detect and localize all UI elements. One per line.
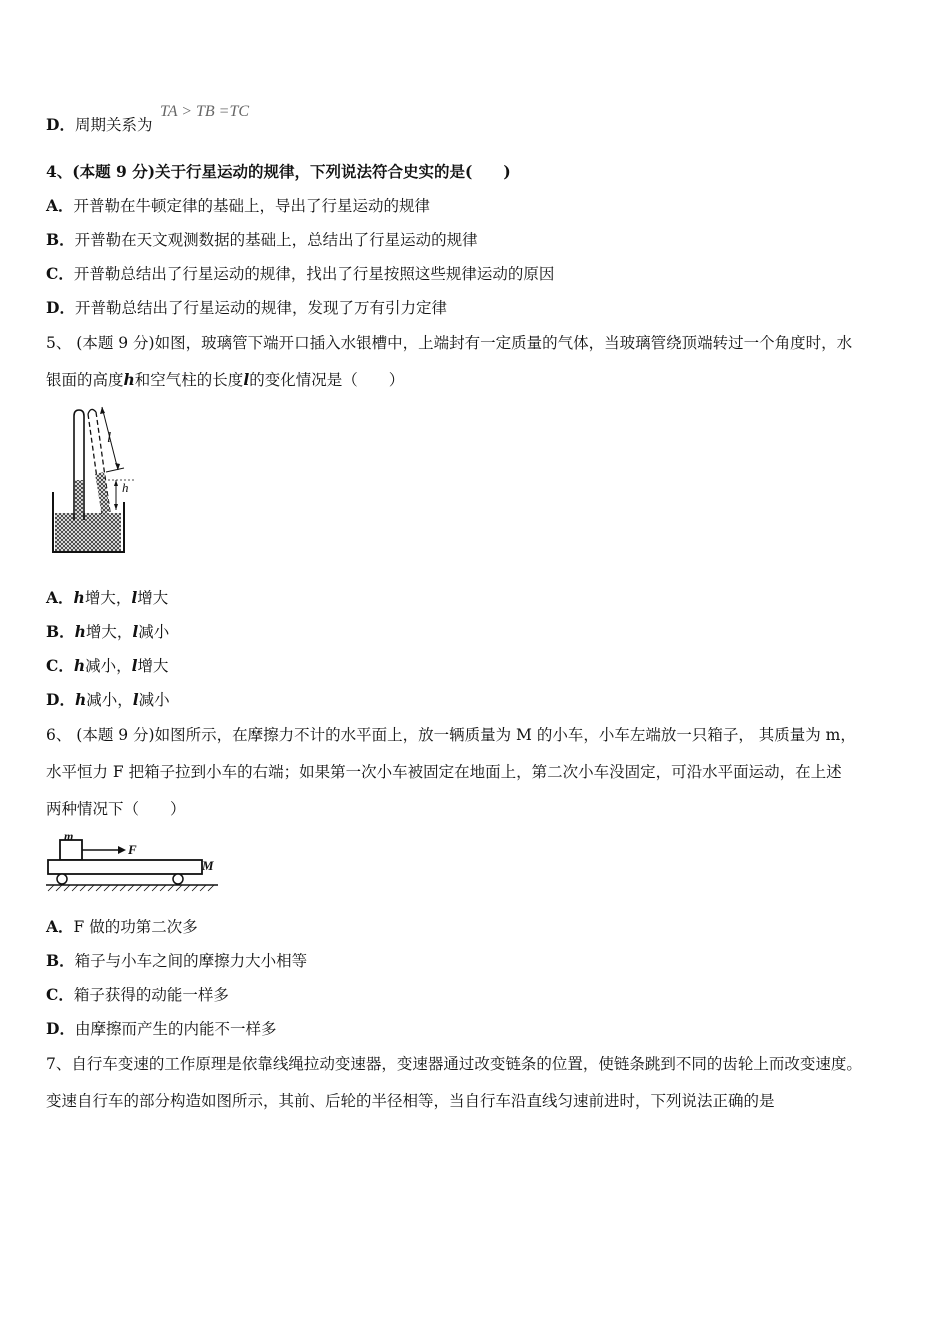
option-label: D． [46, 1019, 75, 1038]
q5-option-d [46, 690, 170, 710]
var-l: l [132, 690, 139, 709]
var-h: h [73, 588, 85, 607]
option-text: 开普勒在牛顿定律的基础上，导出了行星运动的规律 [73, 197, 431, 215]
label-m: m [64, 829, 74, 843]
q4-stem: 4、(本题 9 分)关于行星运动的规律，下列说法符合史实的是( ) [46, 162, 511, 181]
var-l: l [131, 656, 138, 675]
box-m [60, 840, 82, 860]
var-l: l [131, 588, 138, 607]
option-text: 开普勒总结出了行星运动的规律，发现了万有引力定律 [74, 299, 447, 317]
option-text: F 做的功第二次多 [73, 918, 198, 936]
option-text: 开普勒总结出了行星运动的规律，找出了行星按照这些规律运动的原因 [73, 265, 555, 283]
q6-stem-line2: 水平恒力 F 把箱子拉到小车的右端；如果第一次小车被固定在地面上，第二次小车没固定，可沿水平面运动，在上述 [46, 763, 842, 781]
h-arrow-head [114, 480, 118, 486]
option-label: D． [46, 298, 75, 317]
option-text: 增大 [137, 657, 169, 675]
option-label: B． [46, 951, 75, 970]
tube-mercury [75, 480, 83, 520]
option-label: D． [46, 115, 75, 134]
label-M: M [202, 858, 214, 873]
option-label: C． [46, 985, 74, 1004]
option-text: 减小 [138, 623, 170, 641]
q3-option-d [46, 115, 152, 135]
label-h: h [122, 480, 129, 495]
option-text: 增大， [85, 623, 133, 641]
q6-option-a [46, 917, 198, 937]
option-text: 箱子与小车之间的摩擦力大小相等 [74, 952, 308, 970]
option-text: 减小， [85, 657, 132, 675]
q5-option-a [46, 588, 168, 608]
var-h: h [74, 622, 86, 641]
option-label: B． [46, 622, 75, 641]
option-label: A． [46, 917, 74, 936]
q5-option-c [46, 656, 169, 676]
period-formula: TA > TB =TC [160, 103, 250, 120]
option-text: 增大， [84, 589, 132, 607]
option-text: 开普勒在天文观测数据的基础上，总结出了行星运动的规律 [74, 231, 478, 249]
q6-stem-line1: 6、 (本题 9 分)如图所示，在摩擦力不计的水平面上，放一辆质量为 M 的小车，小车左端放一只箱子， 其质量为 m， [46, 726, 856, 744]
option-text: 增大 [137, 589, 169, 607]
option-text: 周期关系为 [74, 116, 153, 134]
stem-text: 银面的高度 [46, 371, 124, 389]
label-F: F [128, 842, 137, 857]
option-text: 减小 [138, 691, 170, 709]
l-tick [106, 468, 124, 472]
option-text: 箱子获得的动能一样多 [73, 986, 229, 1004]
l-arrow-head [100, 407, 105, 414]
q6-option-d [46, 1019, 276, 1039]
q4-option-b [46, 230, 478, 250]
wheel-left [57, 874, 67, 884]
force-arrow-head [118, 846, 126, 854]
wheel-right [173, 874, 183, 884]
q5-stem-line1: 5、 (本题 9 分)如图，玻璃管下端开口插入水银槽中，上端封有一定质量的气体，当玻璃管绕顶端转过一个角度时，水 [46, 334, 853, 352]
option-text: 由摩擦而产生的内能不一样多 [74, 1020, 277, 1038]
stem-text: 和空气柱的长度 [134, 371, 244, 389]
q4-option-c [46, 264, 554, 284]
q6-stem-line3: 两种情况下（ ） [46, 800, 186, 818]
var-h: h [74, 690, 87, 709]
cart-body [48, 860, 202, 874]
q6-option-c [46, 985, 229, 1005]
label-l: l [107, 430, 112, 446]
h-arrow-tail [114, 504, 118, 510]
ground-hatch [48, 885, 214, 891]
option-label: A． [46, 196, 74, 215]
option-label: B． [46, 230, 75, 249]
var-l: l [132, 622, 139, 641]
option-label: A． [46, 588, 74, 607]
mercury-trough [55, 513, 121, 551]
q7-stem-line2: 变速自行车的部分构造如图所示，其前、后轮的半径相等，当自行车沿直线匀速前进时，下列说法正确的是 [46, 1092, 775, 1110]
q5-stem-line2 [46, 370, 404, 390]
q4-option-a [46, 196, 430, 216]
cart-box-figure [44, 828, 224, 896]
option-text: 减小， [86, 691, 133, 709]
var-h: h [73, 656, 86, 675]
tilted-tube-top [88, 409, 96, 414]
q7-stem-line1: 7、自行车变速的工作原理是依靠线绳拉动变速器，变速器通过改变链条的位置，使链条跳到不同的齿轮上而改变速度。 [46, 1055, 862, 1073]
option-label: C． [46, 656, 74, 675]
q4-option-d [46, 298, 447, 318]
q6-option-b [46, 951, 307, 971]
option-label: C． [46, 264, 74, 283]
q5-option-b [46, 622, 169, 642]
var-l: l [243, 370, 250, 389]
tube-trough-figure [44, 402, 144, 562]
var-h: h [123, 370, 135, 389]
stem-text: 的变化情况是（ ） [249, 371, 405, 389]
option-label: D． [46, 690, 75, 709]
